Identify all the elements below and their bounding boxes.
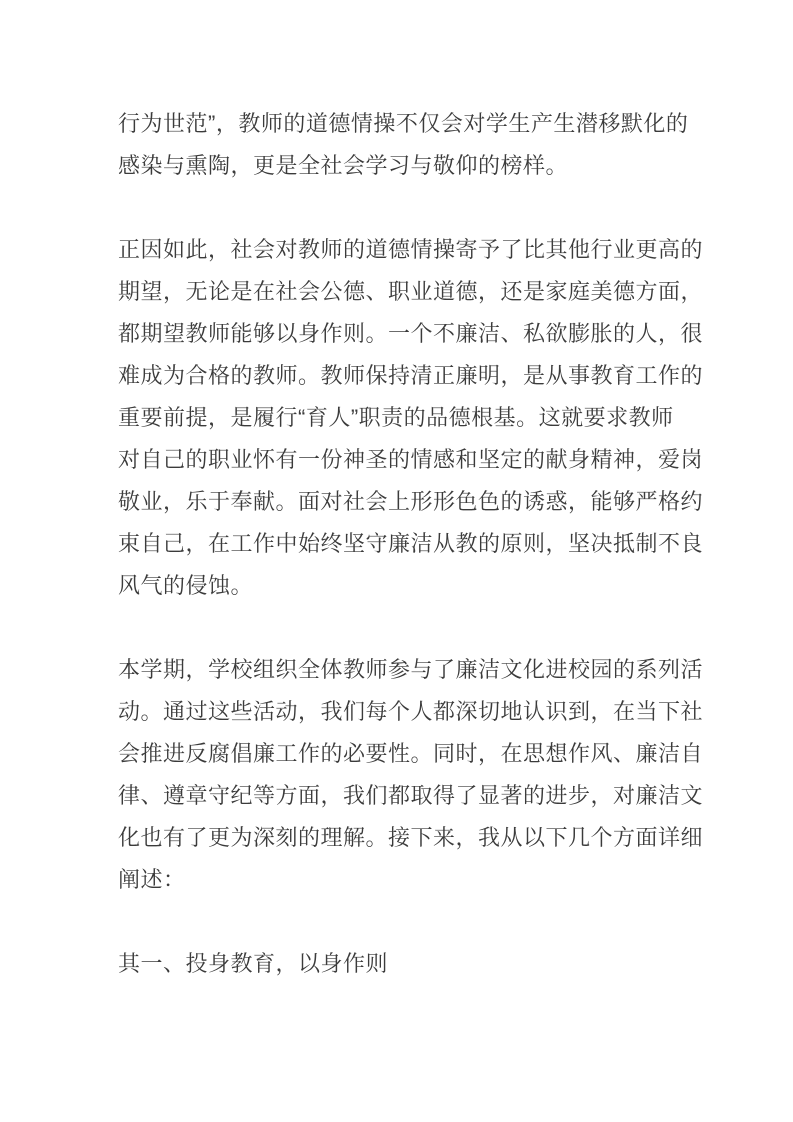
text-line: 对自己的职业怀有一份神圣的情感和坚定的献身精神，爱岗 — [118, 447, 704, 472]
text-line: 风气的侵蚀。 — [118, 573, 254, 598]
text-line: 感染与熏陶，更是全社会学习与敬仰的榜样。 — [118, 153, 569, 178]
text-line: 正因如此，社会对教师的道德情操寄予了比其他行业更高的 — [118, 237, 704, 262]
paragraph-1 — [118, 103, 689, 187]
text-line: 动。通过这些活动，我们每个人都深切地认识到，在当下社 — [118, 699, 704, 724]
paragraph-3 — [118, 649, 704, 901]
text-line: 难成为合格的教师。教师保持清正廉明，是从事教育工作的 — [118, 363, 704, 388]
text-line: 会推进反腐倡廉工作的必要性。同时，在思想作风、廉洁自 — [118, 741, 704, 766]
paragraph-2 — [118, 229, 704, 607]
text-line: 行为世范”，教师的道德情操不仅会对学生产生潜移默化的 — [118, 111, 689, 136]
section-heading-text: 其一、投身教育，以身作则 — [118, 951, 389, 976]
text-line: 都期望教师能够以身作则。一个不廉洁、私欲膨胀的人，很 — [118, 321, 704, 346]
text-line: 敬业，乐于奉献。面对社会上形形色色的诱惑，能够严格约 — [118, 489, 704, 514]
section-heading — [118, 943, 678, 985]
text-line: 阐述： — [118, 867, 186, 892]
text-line: 本学期，学校组织全体教师参与了廉洁文化进校园的系列活 — [118, 657, 704, 682]
text-line: 重要前提，是履行“育人”职责的品德根基。这就要求教师 — [118, 405, 674, 430]
text-line: 律、遵章守纪等方面，我们都取得了显著的进步，对廉洁文 — [118, 783, 704, 808]
text-line: 化也有了更为深刻的理解。接下来，我从以下几个方面详细 — [118, 825, 704, 850]
text-line: 期望，无论是在社会公德、职业道德，还是家庭美德方面， — [118, 279, 704, 304]
text-line: 束自己，在工作中始终坚守廉洁从教的原则，坚决抵制不良 — [118, 531, 704, 556]
